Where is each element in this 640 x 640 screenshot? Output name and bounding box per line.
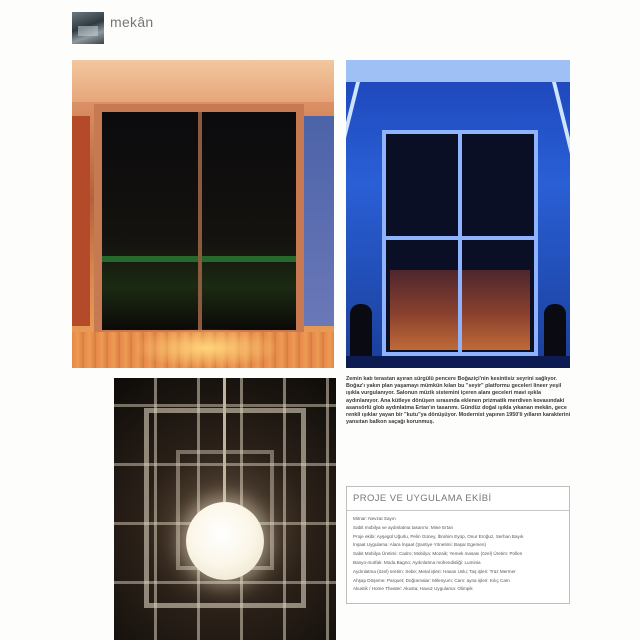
team-line-flooring: Ahşap Döşeme: Parquet; Doğramalar: Milenyum; Cam: ayna işleri: Kılıç Cam: [353, 577, 510, 583]
right-window: [304, 116, 334, 326]
project-team-title: PROJE VE UYGULAMA EKİBİ: [353, 493, 492, 504]
blue-atrium-photo: [346, 60, 570, 368]
team-line-bath-kitchen: Banyo-mutfak: Moda Bagno; Aydınlatma mühendisliği: Luminia: [353, 559, 481, 565]
team-line-lighting-production: Aydınlatma (özel) üretim: Sebe; Metal işleri: Hasan Uslu; Taş işleri: Trüz Mermer: [353, 568, 516, 574]
team-line-acoustics: Akustik / Home Theater: Akusta; Havuz Uygulama: Olimpik: [353, 586, 473, 592]
photo-caption: Zemin katı terastan ayıran sürgülü pencere Boğaziçi'nin kesintisiz seyrini sağlıyor. Boğaz'ı yakın plan yaşamayı mümkün kılan bu "seyir" platformu geceleri lineer yeşil ışıkla vurgulanıyor. Salonun müzik sistemini içeren alanı geceleri mavi ışıkla aydınlanıyor. Ana kütleye dönüşen sırasında eklenen prizmatik merdiven kovasındaki asansörlü glob aydınlatma Ertan'ın tasarımı. Gündüz doğal ışıkla yıkanan mekân, gece renkli ışıklar yayan bir "kutu"ya dönüşüyor. Modernist yapının 1950'li yılların karakterini yansıtan balkon saçağı korunmuş.: [346, 376, 571, 426]
atrium-ceiling: [346, 60, 570, 82]
project-team-list: [353, 515, 567, 594]
globe-suspension-rod: [223, 378, 226, 518]
right-speaker: [544, 304, 566, 362]
section-title: mekân: [110, 14, 154, 30]
interior-sliding-door-photo: [72, 60, 334, 368]
right-light-strip: [552, 82, 570, 202]
ceiling: [72, 60, 334, 102]
section-thumbnail-image: [72, 12, 104, 44]
team-line-fixed-furniture: Sabit Mobilya Üretimi: Cadro; Mobilya: Mozaik; Yemek masası (özel) Üretim: Pollen: [353, 551, 523, 557]
team-line-furniture-design: Sabit mobilya ve aydınlatma tasarımı: Mine Ertan: [353, 524, 454, 530]
atrium-floor: [346, 356, 570, 368]
left-speaker: [350, 304, 372, 362]
team-line-architect: Mimar: Nevzat Sayın: [353, 516, 396, 521]
title-divider: [347, 510, 569, 511]
window-mullion-horizontal: [382, 236, 538, 240]
left-light-strip: [346, 82, 360, 202]
project-team-box: [346, 486, 570, 604]
team-line-project-team: Proje ekibi: Ayşegül Uğurlu, Pelin Güney, İbrahim Eyüp, Onur Eroğuz, Serhan Bayık: [353, 533, 524, 539]
window-mullion-vertical: [458, 130, 462, 356]
left-wall: [72, 116, 90, 326]
floor-light-reflection: [132, 328, 282, 368]
staircase-globe-photo: [114, 378, 336, 640]
team-line-construction: İnşaat Uygulama: Alara İnşaat (Şantiye Yönetimi: Başar Egemen): [353, 542, 486, 548]
door-mullion: [198, 112, 202, 330]
globe-lamp: [186, 502, 264, 580]
